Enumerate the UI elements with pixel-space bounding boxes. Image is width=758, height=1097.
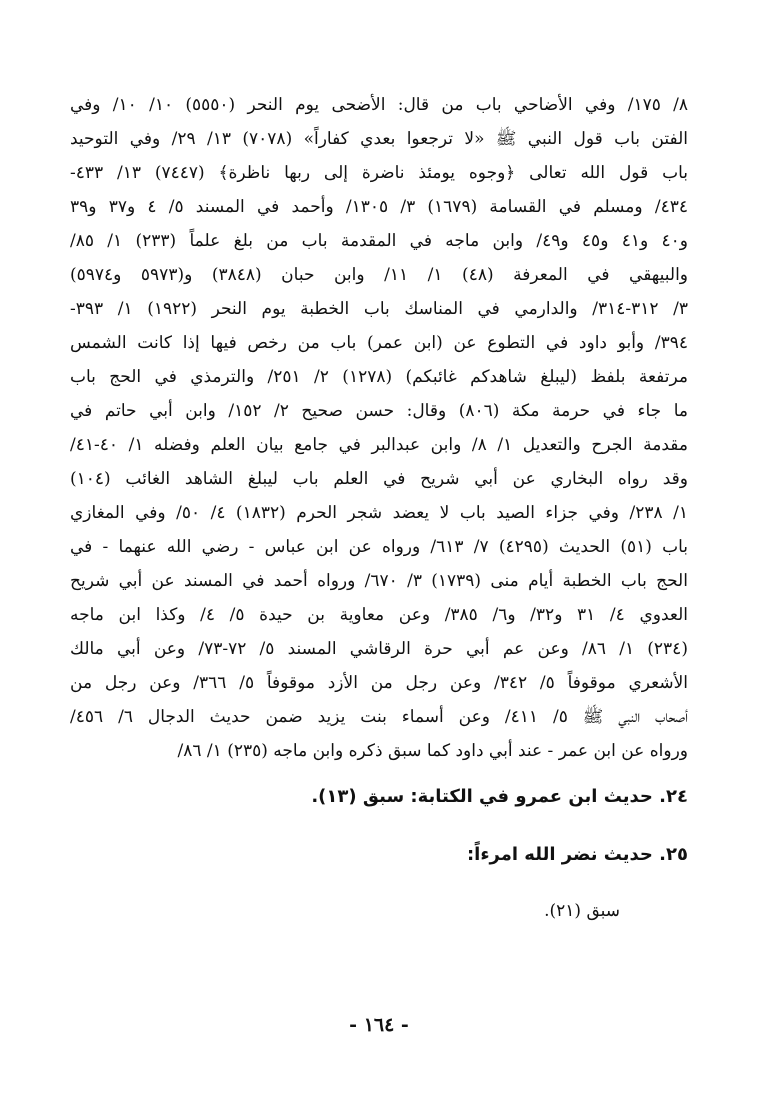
- text-line: و٤٠ و٤١ و٤٥ و٤٩/ وابن ماجه في المقدمة باب من بلغ علماً (٢٣٣) ١/ ٨٥/: [70, 231, 688, 251]
- text-line: ورواه عن ابن عمر - عند أبي داود كما سبق ذكره وابن ماجه (٢٣٥) ١/ ٨٦/: [177, 741, 688, 761]
- text-line: مقدمة الجرح والتعديل ١/ ٨/ وابن عبدالبر في جامع بيان العلم وفضله ١/ ٤٠-٤١/: [70, 435, 688, 455]
- text-line: وقد رواه البخاري عن أبي شريح في العلم باب ليبلغ الشاهد الغائب (١٠٤): [70, 469, 688, 489]
- hadith-heading-25: ٢٥. حديث نضر الله امرءاً:: [466, 844, 688, 865]
- text-line: باب قول الله تعالى ﴿وجوه يومئذ ناضرة إلى ربها ناظرة﴾ (٧٤٤٧) ١٣/ ٤٣٣-: [70, 163, 688, 183]
- text-line: ١/ ٢٣٨/ وفي جزاء الصيد باب لا يعضد شجر الحرم (١٨٣٢) ٤/ ٥٠/ وفي المغازي: [70, 503, 688, 523]
- text-line: والبيهقي في المعرفة (٤٨) ١/ ١١/ وابن حبان (٣٨٤٨) و(٥٩٧٣ و٥٩٧٤): [70, 265, 688, 285]
- text-line: باب (٥١) الحديث (٤٢٩٥) ٧/ ٦١٣/ ورواه عن ابن عباس - رضي الله عنهما - في: [70, 537, 688, 557]
- text-line: الفتن باب قول النبي ﷺ «لا ترجعوا بعدي كفاراً» (٧٠٧٨) ١٣/ ٢٩/ وفي التوحيد: [70, 129, 688, 149]
- footnote-body: [70, 88, 688, 768]
- hadith-25-note: سبق (٢١).: [544, 901, 620, 921]
- hadith-heading-24: ٢٤. حديث ابن عمرو في الكتابة: سبق (١٣).: [311, 786, 688, 807]
- text-line: (٢٣٤) ١/ ٨٦/ وعن عم أبي حرة الرقاشي المسند ٥/ ٧٢-٧٣/ وعن أبي مالك: [70, 639, 688, 659]
- text-line: ما جاء في حرمة مكة (٨٠٦) وقال: حسن صحيح ٢/ ١٥٢/ وابن أبي حاتم في: [70, 401, 688, 421]
- text-line: ٤٣٤/ ومسلم في القسامة (١٦٧٩) ٣/ ١٣٠٥/ وأحمد في المسند ٥/ ٤ و٣٧ و٣٩: [70, 197, 688, 217]
- page-number: - ١٦٤ -: [349, 1014, 409, 1036]
- text-line: أصحاب النبي ﷺ ٥/ ٤١١/ وعن أسماء بنت يزيد ضمن حديث الدجال ٦/ ٤٥٦/: [70, 707, 688, 727]
- text-line: ٣/ ٣١٢-٣١٤/ والدارمي في المناسك باب الخطبة يوم النحر (١٩٢٢) ١/ ٣٩٣-: [70, 299, 688, 319]
- text-line: الأشعري موقوفاً ٥/ ٣٤٢/ وعن رجل من الأزد موقوفاً ٥/ ٣٦٦/ وعن رجل من: [70, 673, 688, 693]
- text-line: الحج باب الخطبة أيام منى (١٧٣٩) ٣/ ٦٧٠/ ورواه أحمد في المسند عن أبي شريح: [70, 571, 688, 591]
- text-line: العدوي ٤/ ٣١ و٣٢/ و٦/ ٣٨٥/ وعن معاوية بن حيدة ٥/ ٤/ وكذا ابن ماجه: [70, 605, 688, 625]
- text-line: ٨/ ١٧٥/ وفي الأضاحي باب من قال: الأضحى يوم النحر (٥٥٥٠) ١٠/ ١٠/ وفي: [70, 95, 688, 115]
- text-line: مرتفعة بلفظ (ليبلغ شاهدكم غائبكم) (١٢٧٨) ٢/ ٢٥١/ والترمذي في الحج باب: [70, 367, 688, 387]
- text-line: ٣٩٤/ وأبو داود في التطوع عن (ابن عمر) باب من رخص فيها إذا كانت الشمس: [70, 333, 688, 353]
